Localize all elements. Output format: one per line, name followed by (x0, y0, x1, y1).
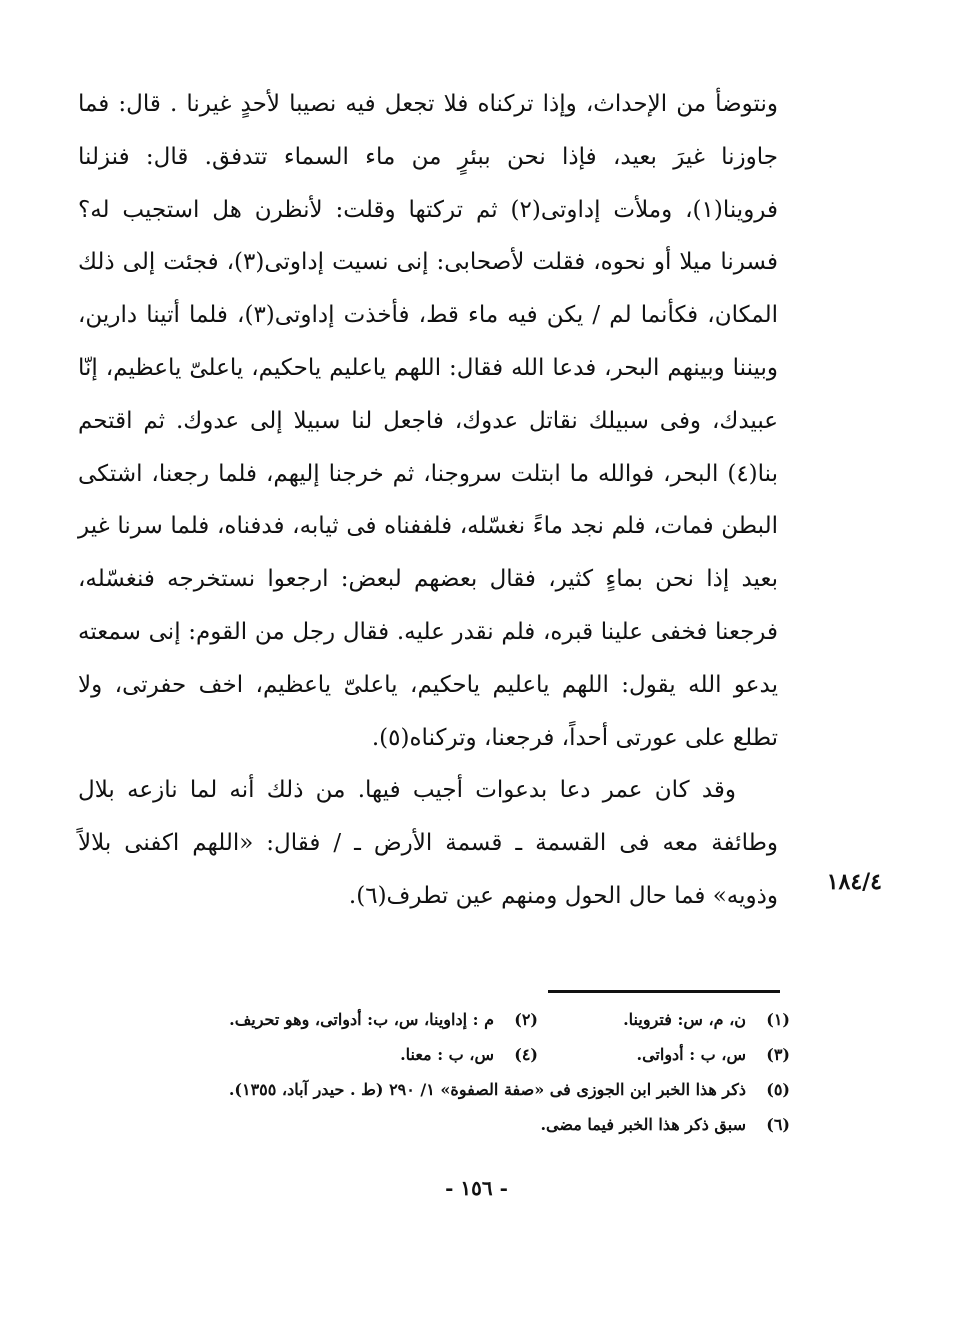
footnote-text: سبق ذكر هذا الخبر فيما مضى. (540, 1115, 746, 1134)
footnote-6 (538, 1107, 790, 1142)
footnote-text: ن، م، س: فتروينا. (623, 1010, 746, 1029)
footnote-row (78, 1037, 790, 1072)
footnote-number: (٤) (514, 1045, 538, 1064)
paragraph-1: ونتوضأ من الإحداث، وإذا تركناه فلا تجعل فيه نصيبا لأحدٍ غيرنا . قال: فما جاوزنا غيرَ بعيد، فإذا نحن ببئرٍ من ماء السماء تتدفق. قال: فنزلنا فروينا(١)، وملأت إداوتى(٢) ثم تركتها وقلت: لأنظرن هل استجيب له؟ فسرنا ميلا أو نحوه، فقلت لأصحابى: إنى نسيت إداوتى(٣)، فجئت إلى ذلك المكان، فكأنما لم / يكن فيه ماء قط، فأخذت إداوتى(٣)، فلما أتينا دارين، وبيننا وبينهم البحر، فدعا الله فقال: اللهم ياعليم ياحكيم، ياعلىّ ياعظيم، إنّا عبيدك، وفى سبيلك نقاتل عدوك، فاجعل لنا سبيلا إلى عدوك. ثم اقتحم بنا(٤) البحر، فوالله ما ابتلت سروجنا، ثم خرجنا إليهم، فلما رجعنا، اشتكى البطن فمات، فلم نجد ماءً نغسّله، فلففناه فى ثيابه، فدفناه، فلما سرنا غير بعيد إذا نحن بماءٍ كثير، فقال بعضهم لبعض: ارجعوا نستخرجه فنغسّله، فرجعنا فخفى علينا قبره، فلم نقدر عليه. فقال رجل من القوم: إنى سمعته يدعو الله يقول: اللهم ياعليم ياحكيم، ياعلىّ ياعظيم، اخف حفرتى، ولا تطلع على عورتى أحداً، فرجعنا، وتركناه(٥). (78, 91, 778, 751)
footnote-text: ذكر هذا الخبر ابن الجوزى فى «صفة الصفوة» ١/ ٢٩٠ (ط . حيدر آباد، ١٣٥٥). (228, 1080, 746, 1099)
footnote-text: س، ب : أدواتى. (636, 1045, 746, 1064)
footnote-number: (٦) (766, 1115, 790, 1134)
footnote-number: (٢) (514, 1010, 538, 1029)
footnotes (78, 1002, 790, 1142)
footnote-4 (400, 1037, 538, 1072)
footnote-5 (228, 1072, 790, 1107)
footnote-number: (١) (766, 1010, 790, 1029)
footnote-row (78, 1002, 790, 1037)
margin-page-reference: ١٨٤/٤ (826, 869, 882, 895)
footnote-row (78, 1072, 790, 1107)
footnote-2 (229, 1002, 538, 1037)
paragraph-2: وقد كان عمر دعا بدعوات أجيب فيها. من ذلك أنه لما نازعه بلال وطائفة معه فى القسمة ـ قسمة الأرض ـ / فقال: «اللهم اكفنى بلالاً وذويه» فما حال الحول ومنهم عين تطرف(٦). (78, 777, 778, 909)
footnote-row (78, 1107, 790, 1142)
footnote-3 (538, 1037, 790, 1072)
page-number: - ١٥٦ - (445, 1176, 508, 1200)
footnote-separator (548, 990, 780, 993)
main-text (78, 78, 778, 923)
footnote-number: (٥) (766, 1080, 790, 1099)
footnote-text: م : إداوينا، س، ب: أدواتى، وهو تحريف. (229, 1010, 494, 1029)
footnote-text: س، ب : معنا. (400, 1045, 494, 1064)
footnote-number: (٣) (766, 1045, 790, 1064)
footnote-1 (538, 1002, 790, 1037)
